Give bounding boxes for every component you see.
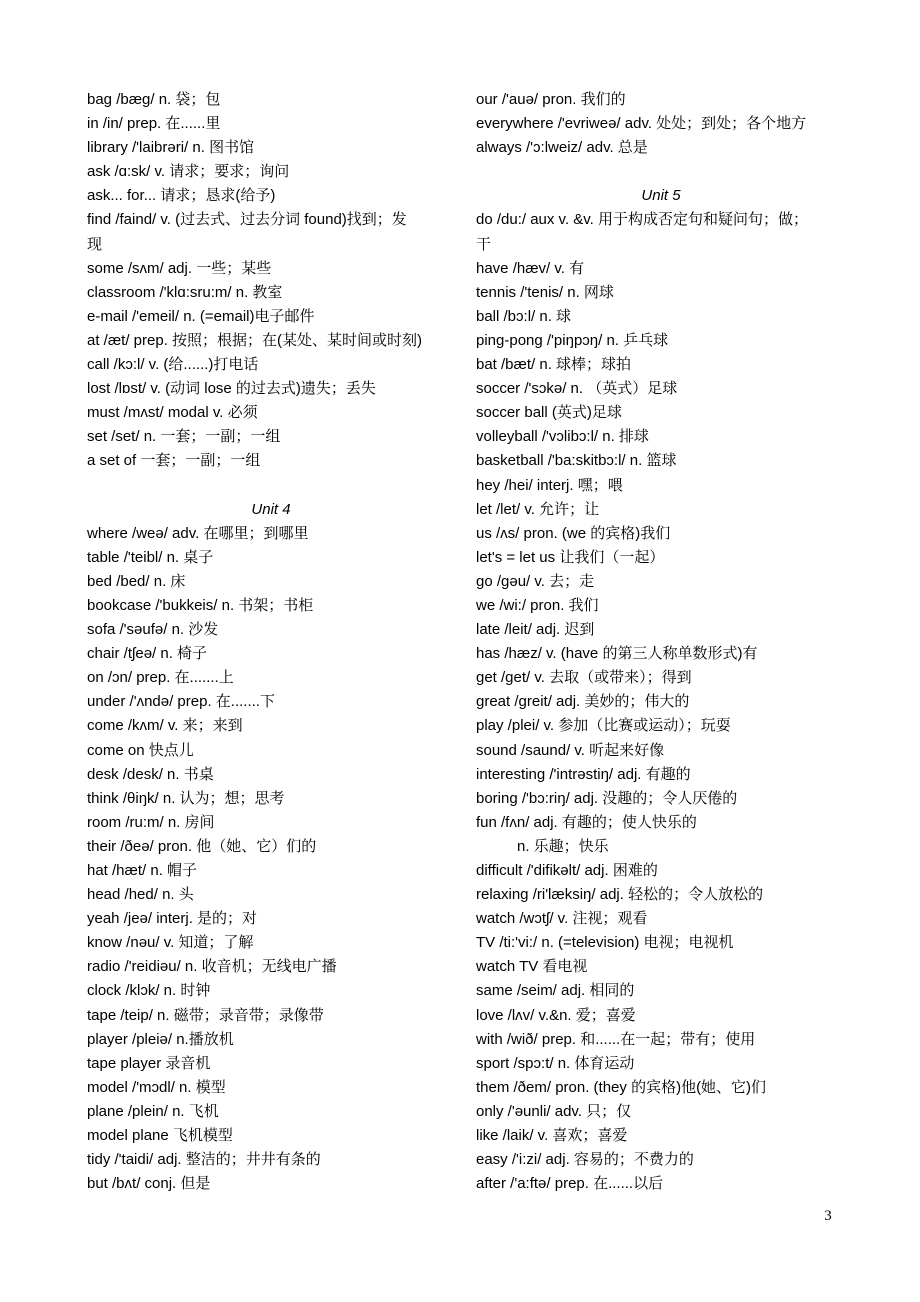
vocab-entry: tennis /'tenis/ n. 网球 bbox=[476, 283, 614, 301]
vocab-entry: difficult /'difikəlt/ adj. 困难的 bbox=[476, 862, 658, 879]
vocab-entry: where /weə/ adv. 在哪里；到哪里 bbox=[87, 524, 309, 542]
vocab-entry: come /kʌm/ v. 来；来到 bbox=[87, 717, 243, 735]
vocab-entry: e-mail /'emeil/ n. (=email)电子邮件 bbox=[87, 307, 315, 325]
unit-5-heading: Unit 5 bbox=[641, 187, 681, 205]
vocab-entry-continuation: 干 bbox=[476, 235, 492, 253]
vocab-entry: easy /'i:zi/ adj. 容易的；不费力的 bbox=[476, 1151, 694, 1169]
left-column bbox=[87, 88, 455, 1196]
vocab-entry: only /'əunli/ adv. 只；仅 bbox=[476, 1102, 632, 1120]
vocab-entry: with /wið/ prep. 和......在一起；带有；使用 bbox=[476, 1030, 756, 1048]
page-number: 3 bbox=[824, 1208, 832, 1224]
vocab-entry: their /ðeə/ pron. 他（她、它）们的 bbox=[87, 837, 317, 855]
vocab-entry: sport /spɔ:t/ n. 体育运动 bbox=[476, 1054, 635, 1072]
vocab-entry: ask... for... 请求；恳求(给予) bbox=[87, 187, 276, 205]
vocab-entry: basketball /'ba:skitbɔ:l/ n. 篮球 bbox=[476, 452, 677, 470]
vocab-entry: plane /plein/ n. 飞机 bbox=[87, 1102, 219, 1120]
vocab-entry: get /get/ v. 去取（或带来）；得到 bbox=[476, 669, 692, 687]
vocab-entry: have /hæv/ v. 有 bbox=[476, 259, 585, 277]
vocab-entry: after /'a:ftə/ prep. 在......以后 bbox=[476, 1175, 664, 1193]
vocab-entry: know /nəu/ v. 知道；了解 bbox=[87, 934, 254, 952]
vocab-entry: bat /bæt/ n. 球棒；球拍 bbox=[476, 356, 632, 374]
vocab-entry: love /lʌv/ v.&n. 爱；喜爱 bbox=[476, 1006, 636, 1024]
vocab-entry: desk /desk/ n. 书桌 bbox=[87, 765, 214, 783]
vocab-entry: classroom /'klɑ:sru:m/ n. 教室 bbox=[87, 283, 283, 301]
vocab-entry: has /hæz/ v. (have 的第三人称单数形式)有 bbox=[476, 645, 758, 663]
vocab-entry: great /greit/ adj. 美妙的；伟大的 bbox=[476, 693, 690, 711]
vocab-entry: everywhere /'evriweə/ adv. 处处；到处；各个地方 bbox=[476, 115, 807, 133]
vocab-entry: ping-pong /'piŋpɔŋ/ n. 乒乓球 bbox=[476, 331, 669, 349]
vocab-entry: in /in/ prep. 在......里 bbox=[87, 115, 221, 133]
vocab-entry: soccer /'sɔkə/ n. （英式）足球 bbox=[476, 380, 678, 398]
vocab-entry: clock /klɔk/ n. 时钟 bbox=[87, 982, 211, 1000]
vocab-entry: table /'teibl/ n. 桌子 bbox=[87, 548, 214, 566]
vocab-entry: radio /'reidiəu/ n. 收音机；无线电广播 bbox=[87, 958, 337, 976]
vocab-entry: head /hed/ n. 头 bbox=[87, 886, 194, 904]
vocab-entry: sofa /'səufə/ n. 沙发 bbox=[87, 621, 219, 639]
vocab-entry: on /ɔn/ prep. 在.......上 bbox=[87, 669, 234, 687]
vocab-entry: let /let/ v. 允许；让 bbox=[476, 500, 600, 518]
vocab-entry: soccer ball (英式)足球 bbox=[476, 404, 622, 422]
vocab-entry-continuation: 现 bbox=[87, 235, 103, 253]
vocab-entry: set /set/ n. 一套；一副；一组 bbox=[87, 428, 281, 446]
blank-line bbox=[87, 474, 455, 498]
vocab-entry: tidy /'taidi/ adj. 整洁的；井井有条的 bbox=[87, 1151, 321, 1169]
right-column bbox=[476, 88, 846, 1196]
vocab-entry: tape /teip/ n. 磁带；录音带；录像带 bbox=[87, 1006, 324, 1024]
vocab-entry: ask /ɑ:sk/ v. 请求；要求；询问 bbox=[87, 163, 290, 181]
vocab-entry: player /pleiə/ n.播放机 bbox=[87, 1030, 234, 1048]
blank-line bbox=[476, 160, 846, 184]
vocab-entry: tape player 录音机 bbox=[87, 1054, 211, 1072]
vocab-entry: watch TV 看电视 bbox=[476, 958, 588, 976]
vocab-entry: must /mʌst/ modal v. 必须 bbox=[87, 404, 258, 422]
vocab-entry-sub-sense: n. 乐趣；快乐 bbox=[517, 837, 609, 855]
vocab-entry: hat /hæt/ n. 帽子 bbox=[87, 862, 198, 879]
vocab-entry: relaxing /ri'læksiŋ/ adj. 轻松的；令人放松的 bbox=[476, 886, 764, 904]
vocab-entry: some /sʌm/ adj. 一些；某些 bbox=[87, 259, 272, 277]
vocab-entry: find /faind/ v. (过去式、过去分词 found)找到；发 bbox=[87, 211, 407, 229]
vocab-entry: library /'laibrəri/ n. 图书馆 bbox=[87, 139, 255, 157]
vocab-entry: ball /bɔ:l/ n. 球 bbox=[476, 307, 572, 325]
vocab-entry: late /leit/ adj. 迟到 bbox=[476, 621, 595, 639]
vocab-entry: a set of 一套；一副；一组 bbox=[87, 452, 261, 470]
vocab-entry: fun /fʌn/ adj. 有趣的；使人快乐的 bbox=[476, 813, 697, 831]
vocab-entry: model /'mɔdl/ n. 模型 bbox=[87, 1078, 226, 1096]
vocab-entry: room /ru:m/ n. 房间 bbox=[87, 813, 215, 831]
vocab-entry: TV /ti:'vi:/ n. (=television) 电视；电视机 bbox=[476, 934, 734, 952]
vocab-entry: think /θiŋk/ n. 认为；想；思考 bbox=[87, 789, 285, 807]
vocab-entry: chair /tʃeə/ n. 椅子 bbox=[87, 645, 208, 663]
vocab-entry: hey /hei/ interj. 嘿；喂 bbox=[476, 476, 623, 494]
vocab-entry: do /du:/ aux v. &v. 用于构成否定句和疑问句；做； bbox=[476, 211, 809, 229]
vocab-entry: under /'ʌndə/ prep. 在.......下 bbox=[87, 693, 275, 711]
vocab-entry: call /kɔ:l/ v. (给......)打电话 bbox=[87, 356, 259, 374]
vocab-entry: like /laik/ v. 喜欢；喜爱 bbox=[476, 1127, 628, 1145]
vocab-entry: model plane 飞机模型 bbox=[87, 1127, 233, 1145]
vocab-entry: bookcase /'bukkeis/ n. 书架；书柜 bbox=[87, 596, 314, 614]
vocab-entry: yeah /jeə/ interj. 是的；对 bbox=[87, 910, 258, 928]
vocab-entry: come on 快点儿 bbox=[87, 741, 194, 759]
vocab-entry: lost /lɒst/ v. (动词 lose 的过去式)遗失；丢失 bbox=[87, 380, 376, 398]
vocab-entry: same /seim/ adj. 相同的 bbox=[476, 982, 635, 1000]
vocab-entry: let's = let us 让我们（一起） bbox=[476, 548, 665, 566]
vocab-entry: go /gəu/ v. 去；走 bbox=[476, 572, 595, 590]
vocab-entry: at /æt/ prep. 按照；根据；在(某处、某时间或时刻) bbox=[87, 331, 423, 349]
vocab-entry: we /wi:/ pron. 我们 bbox=[476, 596, 599, 614]
vocab-entry: interesting /'intrəstiŋ/ adj. 有趣的 bbox=[476, 765, 691, 783]
vocab-entry: play /plei/ v. 参加（比赛或运动）；玩耍 bbox=[476, 717, 731, 735]
vocab-entry: bag /bæg/ n. 袋；包 bbox=[87, 91, 221, 108]
vocab-entry: bed /bed/ n. 床 bbox=[87, 572, 186, 590]
vocab-entry: sound /saund/ v. 听起来好像 bbox=[476, 741, 665, 759]
vocab-entry: us /ʌs/ pron. (we 的宾格)我们 bbox=[476, 524, 671, 542]
vocab-entry: always /'ɔ:lweiz/ adv. 总是 bbox=[476, 139, 648, 157]
vocab-entry: volleyball /'vɔlibɔ:l/ n. 排球 bbox=[476, 428, 649, 446]
vocab-entry: boring /'bɔ:riŋ/ adj. 没趣的；令人厌倦的 bbox=[476, 789, 738, 807]
vocab-entry: watch /wɔtʃ/ v. 注视；观看 bbox=[476, 910, 648, 928]
unit-4-heading: Unit 4 bbox=[251, 500, 291, 518]
vocab-entry: but /bʌt/ conj. 但是 bbox=[87, 1175, 211, 1193]
vocab-entry: our /'auə/ pron. 我们的 bbox=[476, 91, 626, 108]
vocab-entry: them /ðem/ pron. (they 的宾格)他(她、它)们 bbox=[476, 1078, 767, 1096]
